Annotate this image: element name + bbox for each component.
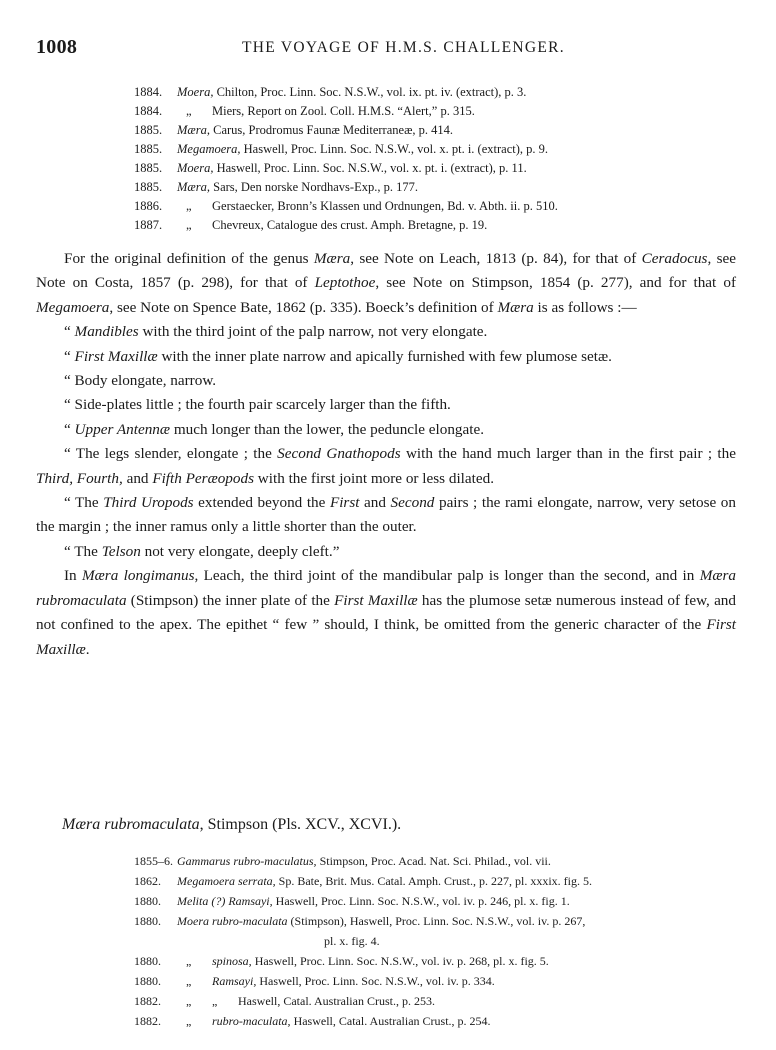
paragraph xyxy=(36,564,736,662)
text-run: , see Note on Costa, 1857 (p. 298), for that of xyxy=(36,250,736,292)
entry-citation: Haswell, Proc. Linn. Soc. N.S.W., vol. x. pt. i. (extract), p. 11. xyxy=(216,161,527,175)
entry-taxon: Mæra, xyxy=(177,180,210,194)
entry-citation: Miers, Report on Zool. Coll. H.M.S. “Alert,” p. 315. xyxy=(212,104,475,118)
anatomy-term: Mandibles xyxy=(74,323,139,341)
species-heading xyxy=(62,816,401,834)
entry-citation: Stimpson, Proc. Acad. Nat. Sci. Philad., vol. vii. xyxy=(319,854,551,868)
text-run: , see Note on Stimpson, 1854 (p. 277), and for that of xyxy=(375,274,737,292)
paragraph xyxy=(36,442,736,491)
ditto-mark: „ xyxy=(212,994,218,1008)
entry-text xyxy=(186,102,475,121)
ditto-mark: „ xyxy=(186,1014,192,1028)
entry-text xyxy=(186,971,495,991)
entry-year: 1855–6. xyxy=(134,854,173,868)
entry-text xyxy=(186,216,487,235)
text-run: extended beyond the xyxy=(193,494,330,512)
paragraph xyxy=(36,491,736,540)
entry-taxon: Moera rubro-maculata xyxy=(177,914,288,928)
text-run: “ xyxy=(64,323,75,341)
text-run: , see Note on Spence Bate, 1862 (p. 335). Boeck’s definition of xyxy=(109,298,498,316)
entry-citation: Haswell, Catal. Australian Crust., p. 253. xyxy=(238,994,435,1008)
ditto-mark: „ xyxy=(186,199,192,213)
text-run: (Stimpson) the inner plate of the xyxy=(126,591,335,609)
entry-year: 1880. xyxy=(134,974,161,988)
entry-year: 1880. xyxy=(134,894,161,908)
running-title: THE VOYAGE OF H.M.S. CHALLENGER. xyxy=(242,39,565,56)
paragraph xyxy=(36,247,736,320)
text-run: is as follows :— xyxy=(533,298,637,316)
species-heading-authority: , Stimpson (Pls. XCV., XCVI.). xyxy=(199,816,402,833)
entry-citation: Chevreux, Catalogue des crust. Amph. Bretagne, p. 19. xyxy=(212,218,488,232)
text-run: , see Note on Leach, 1813 (p. 84), for that of xyxy=(350,250,642,267)
entry-taxon: Melita (?) Ramsayi, xyxy=(177,894,273,908)
anatomy-term: First Maxillæ xyxy=(74,347,158,365)
entry-taxon: spinosa, xyxy=(212,954,252,968)
entry-year: 1862. xyxy=(134,874,161,888)
anatomy-term: Second xyxy=(390,494,435,512)
entry-text xyxy=(177,891,570,911)
species-name: Mæra longimanus xyxy=(82,567,195,585)
page-header xyxy=(36,36,740,60)
ditto-mark: „ xyxy=(186,104,192,118)
entry-year: 1884. xyxy=(134,85,163,99)
entry-text xyxy=(177,911,585,931)
entry-taxon: Megamoera, xyxy=(177,142,241,156)
anatomy-term: Upper Antennæ xyxy=(74,420,171,438)
entry-taxon: Megamoera serrata, xyxy=(177,874,276,888)
text-run: “ xyxy=(64,347,75,365)
text-run: “ The xyxy=(64,494,104,512)
entry-year: 1887. xyxy=(134,218,163,232)
entry-year: 1882. xyxy=(134,994,161,1008)
paragraph xyxy=(36,345,736,369)
entry-text xyxy=(177,83,526,102)
entry-citation: Carus, Prodromus Faunæ Mediterraneæ, p. 414. xyxy=(213,123,454,137)
species-heading-name: Mæra rubromaculata xyxy=(62,816,200,833)
entry-text xyxy=(177,178,418,197)
entry-year: 1886. xyxy=(134,199,163,213)
entry-text xyxy=(177,871,592,891)
entry-citation: Haswell, Proc. Linn. Soc. N.S.W., vol. x. pt. i. (extract), p. 9. xyxy=(243,142,549,156)
anatomy-term: Third, Fourth, xyxy=(36,469,123,487)
paragraph xyxy=(36,540,736,564)
entry-taxon: Ramsayi, xyxy=(212,974,257,988)
entry-taxon: Moera, xyxy=(177,161,214,175)
entry-year: 1880. xyxy=(134,914,161,928)
text-run: “ xyxy=(64,420,75,438)
entry-citation: Haswell, Catal. Australian Crust., p. 254. xyxy=(293,1014,491,1028)
entry-citation: (Stimpson), Haswell, Proc. Linn. Soc. N.S.W., vol. iv. p. 267, xyxy=(290,914,586,928)
entry-taxon: Moera, xyxy=(177,85,214,99)
text-run: and xyxy=(122,469,153,487)
entry-taxon: rubro-maculata, xyxy=(212,1014,291,1028)
entry-citation: Chilton, Proc. Linn. Soc. N.S.W., vol. ix. pt. iv. (extract), p. 3. xyxy=(216,85,527,99)
entry-citation: Gerstaecker, Bronn’s Klassen und Ordnungen, Bd. v. Abth. ii. p. 510. xyxy=(212,199,558,213)
text-run: not very elongate, deeply cleft.” xyxy=(140,542,340,560)
entry-year: 1885. xyxy=(134,123,163,137)
anatomy-term: Second Gnathopods xyxy=(277,445,401,463)
paragraph xyxy=(36,418,736,442)
text-run: with the inner plate narrow and apically furnished with few plumose setæ. xyxy=(157,347,612,365)
text-run: with the first joint more or less dilated. xyxy=(253,469,494,487)
entry-taxon: Gammarus rubro-maculatus, xyxy=(177,854,317,868)
text-run: much longer than the lower, the peduncle elongate. xyxy=(170,420,485,438)
paragraph: “ Body elongate, narrow. xyxy=(64,372,217,390)
text-run: . xyxy=(85,640,90,658)
paragraph xyxy=(36,320,736,344)
page-number: 1008 xyxy=(36,36,78,58)
ditto-mark: „ xyxy=(186,218,192,232)
text-run: has the plumose setæ numerous instead of few, and not confined to the apex. The epithet “ few ” should, I think, be omitted from the generic character of the xyxy=(36,591,736,634)
genus-name: Megamoera xyxy=(36,298,110,316)
entry-text xyxy=(177,121,453,140)
species-name: Mæra rubromaculata xyxy=(36,567,736,609)
entry-citation: pl. x. fig. 4. xyxy=(324,934,380,948)
text-run: “ The legs slender, elongate ; the xyxy=(64,445,278,463)
ditto-mark: „ xyxy=(186,994,192,1008)
entry-year: 1885. xyxy=(134,161,163,175)
ditto-mark: „ xyxy=(186,974,192,988)
paragraph: “ Side-plates little ; the fourth pair scarcely larger than the fifth. xyxy=(64,396,451,414)
text-run: , Leach, the third joint of the mandibular palp is longer than the second, and in xyxy=(194,567,700,585)
anatomy-term: Telson xyxy=(101,542,141,560)
entry-text xyxy=(186,951,549,971)
entry-citation: Haswell, Proc. Linn. Soc. N.S.W., vol. iv. p. 268, pl. x. fig. 5. xyxy=(254,954,549,968)
anatomy-term: First Maxillæ xyxy=(36,616,736,658)
text-run: with the third joint of the palp narrow, not very elongate. xyxy=(138,323,488,341)
text-run: and xyxy=(359,494,391,512)
anatomy-term: First xyxy=(329,494,360,512)
entry-year: 1884. xyxy=(134,104,163,118)
genus-name: Ceradocus xyxy=(641,250,708,267)
entry-citation: Haswell, Proc. Linn. Soc. N.S.W., vol. iv. p. 246, pl. x. fig. 1. xyxy=(275,894,570,908)
entry-year: 1885. xyxy=(134,142,163,156)
text-run: In xyxy=(64,567,82,585)
text-run: pairs ; the rami elongate, narrow, very setose on the margin ; the inner ramus only a little shorter than the outer. xyxy=(36,494,736,536)
ditto-mark: „ xyxy=(186,954,192,968)
entry-text xyxy=(177,851,551,871)
entry-year: 1880. xyxy=(134,954,161,968)
anatomy-term: First Maxillæ xyxy=(334,591,418,609)
text-run: with the hand much larger than in the first pair ; the xyxy=(400,445,736,463)
entry-text xyxy=(186,197,558,216)
anatomy-term: Third Uropods xyxy=(103,494,194,512)
entry-citation: Haswell, Proc. Linn. Soc. N.S.W., vol. iv. p. 334. xyxy=(259,974,495,988)
entry-text xyxy=(186,1011,491,1031)
genus-name: Mæra xyxy=(497,298,534,316)
entry-citation: Sars, Den norske Nordhavs-Exp., p. 177. xyxy=(213,180,418,194)
entry-year: 1885. xyxy=(134,180,163,194)
entry-text xyxy=(186,991,435,1011)
entry-citation: Sp. Bate, Brit. Mus. Catal. Amph. Crust., p. 227, pl. xxxix. fig. 5. xyxy=(278,874,592,888)
anatomy-term: Fifth Peræopods xyxy=(152,469,254,487)
text-run: For the original definition of the genus xyxy=(64,250,314,267)
genus-name: Mæra xyxy=(313,250,351,267)
genus-name: Leptothoe xyxy=(314,274,376,292)
body-text xyxy=(36,247,736,662)
text-run: “ The xyxy=(64,542,102,560)
entry-taxon: Mæra, xyxy=(177,123,210,137)
entry-text xyxy=(177,140,548,159)
entry-year: 1882. xyxy=(134,1014,161,1028)
entry-text xyxy=(177,159,527,178)
